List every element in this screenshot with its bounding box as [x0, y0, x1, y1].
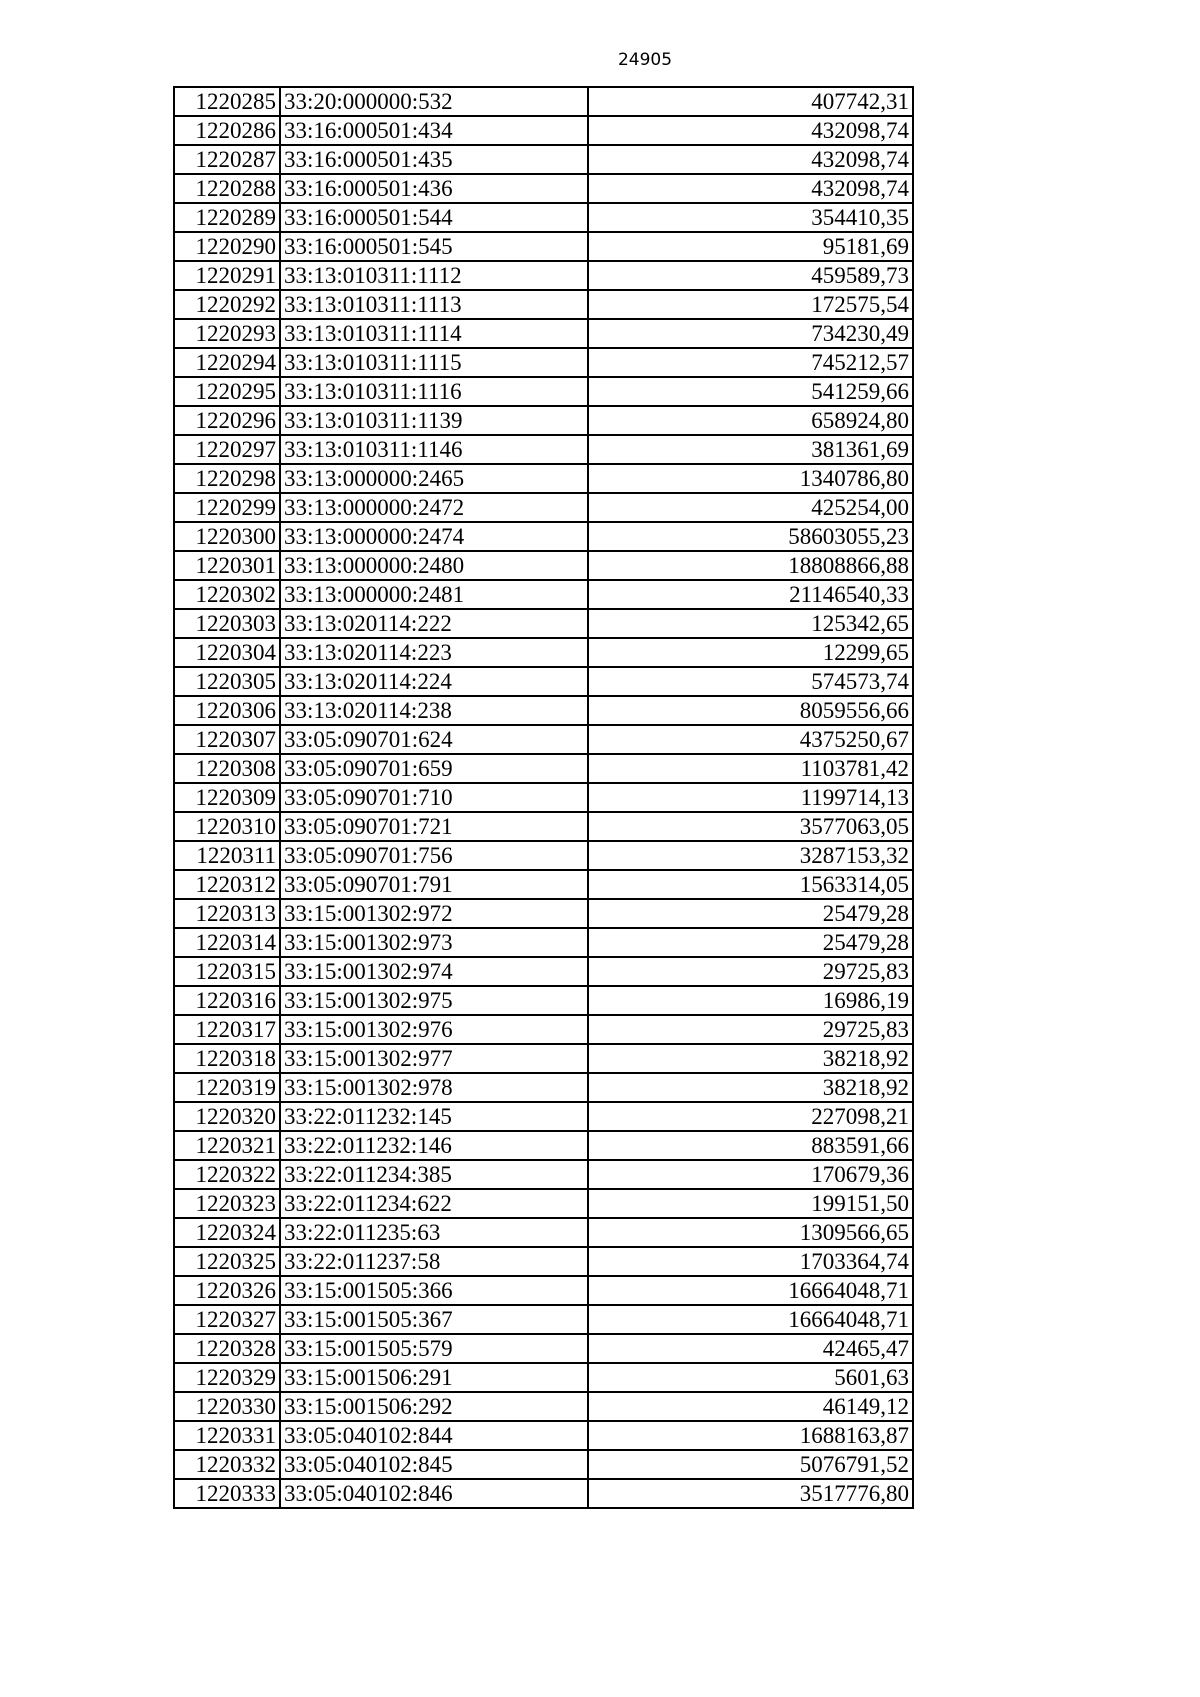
row-id-cell: 1220291 [174, 261, 280, 290]
value-cell: 1309566,65 [588, 1218, 913, 1247]
row-id-cell: 1220327 [174, 1305, 280, 1334]
table-row [174, 1305, 913, 1334]
cadastral-number-cell: 33:16:000501:436 [280, 174, 588, 203]
cadastral-number-cell: 33:13:020114:222 [280, 609, 588, 638]
row-id-cell: 1220285 [174, 87, 280, 116]
cadastral-number-cell: 33:15:001506:292 [280, 1392, 588, 1421]
value-cell: 745212,57 [588, 348, 913, 377]
value-cell: 1340786,80 [588, 464, 913, 493]
table-row [174, 1218, 913, 1247]
value-cell: 29725,83 [588, 1015, 913, 1044]
row-id-cell: 1220328 [174, 1334, 280, 1363]
row-id-cell: 1220301 [174, 551, 280, 580]
value-cell: 425254,00 [588, 493, 913, 522]
cadastral-number-cell: 33:15:001302:972 [280, 899, 588, 928]
cadastral-number-cell: 33:22:011234:622 [280, 1189, 588, 1218]
cadastral-number-cell: 33:13:010311:1115 [280, 348, 588, 377]
table-row [174, 696, 913, 725]
table-row [174, 899, 913, 928]
table-row [174, 580, 913, 609]
value-cell: 883591,66 [588, 1131, 913, 1160]
cadastral-number-cell: 33:13:010311:1116 [280, 377, 588, 406]
value-cell: 574573,74 [588, 667, 913, 696]
table-row [174, 783, 913, 812]
cadastral-number-cell: 33:13:010311:1113 [280, 290, 588, 319]
cadastral-number-cell: 33:15:001302:977 [280, 1044, 588, 1073]
value-cell: 38218,92 [588, 1073, 913, 1102]
table-row [174, 1160, 913, 1189]
cadastral-number-cell: 33:22:011232:145 [280, 1102, 588, 1131]
value-cell: 95181,69 [588, 232, 913, 261]
cadastral-number-cell: 33:15:001505:366 [280, 1276, 588, 1305]
table-row [174, 754, 913, 783]
table-row [174, 1392, 913, 1421]
cadastral-number-cell: 33:15:001506:291 [280, 1363, 588, 1392]
cadastral-number-cell: 33:05:040102:844 [280, 1421, 588, 1450]
value-cell: 42465,47 [588, 1334, 913, 1363]
value-cell: 432098,74 [588, 145, 913, 174]
value-cell: 21146540,33 [588, 580, 913, 609]
table-row [174, 290, 913, 319]
table-row [174, 174, 913, 203]
table-row [174, 1421, 913, 1450]
value-cell: 407742,31 [588, 87, 913, 116]
cadastral-number-cell: 33:13:010311:1146 [280, 435, 588, 464]
table-body [174, 87, 913, 1508]
cadastral-number-cell: 33:13:010311:1114 [280, 319, 588, 348]
row-id-cell: 1220322 [174, 1160, 280, 1189]
row-id-cell: 1220316 [174, 986, 280, 1015]
row-id-cell: 1220292 [174, 290, 280, 319]
row-id-cell: 1220305 [174, 667, 280, 696]
row-id-cell: 1220290 [174, 232, 280, 261]
row-id-cell: 1220325 [174, 1247, 280, 1276]
row-id-cell: 1220311 [174, 841, 280, 870]
table-row [174, 232, 913, 261]
table-row [174, 1479, 913, 1508]
cadastral-number-cell: 33:05:090701:624 [280, 725, 588, 754]
row-id-cell: 1220324 [174, 1218, 280, 1247]
cadastral-number-cell: 33:20:000000:532 [280, 87, 588, 116]
cadastral-number-cell: 33:05:040102:846 [280, 1479, 588, 1508]
cadastral-number-cell: 33:13:000000:2481 [280, 580, 588, 609]
row-id-cell: 1220297 [174, 435, 280, 464]
table-row [174, 1334, 913, 1363]
cadastral-number-cell: 33:16:000501:434 [280, 116, 588, 145]
cadastral-number-cell: 33:13:000000:2465 [280, 464, 588, 493]
row-id-cell: 1220288 [174, 174, 280, 203]
table-row [174, 464, 913, 493]
row-id-cell: 1220323 [174, 1189, 280, 1218]
value-cell: 3577063,05 [588, 812, 913, 841]
table-row [174, 1276, 913, 1305]
table-row [174, 1015, 913, 1044]
value-cell: 170679,36 [588, 1160, 913, 1189]
value-cell: 16664048,71 [588, 1276, 913, 1305]
value-cell: 432098,74 [588, 116, 913, 145]
value-cell: 16664048,71 [588, 1305, 913, 1334]
table-row [174, 1189, 913, 1218]
row-id-cell: 1220321 [174, 1131, 280, 1160]
cadastral-number-cell: 33:15:001302:978 [280, 1073, 588, 1102]
row-id-cell: 1220315 [174, 957, 280, 986]
row-id-cell: 1220298 [174, 464, 280, 493]
cadastral-number-cell: 33:05:090701:791 [280, 870, 588, 899]
table-row [174, 638, 913, 667]
cadastral-number-cell: 33:15:001505:367 [280, 1305, 588, 1334]
value-cell: 3287153,32 [588, 841, 913, 870]
cadastral-number-cell: 33:13:020114:223 [280, 638, 588, 667]
row-id-cell: 1220289 [174, 203, 280, 232]
table-row [174, 87, 913, 116]
cadastral-number-cell: 33:15:001302:974 [280, 957, 588, 986]
value-cell: 354410,35 [588, 203, 913, 232]
table-row [174, 1247, 913, 1276]
value-cell: 432098,74 [588, 174, 913, 203]
table-row [174, 725, 913, 754]
row-id-cell: 1220332 [174, 1450, 280, 1479]
value-cell: 12299,65 [588, 638, 913, 667]
table-row [174, 1044, 913, 1073]
table-row [174, 1073, 913, 1102]
cadastral-number-cell: 33:15:001302:973 [280, 928, 588, 957]
cadastral-number-cell: 33:22:011232:146 [280, 1131, 588, 1160]
cadastral-number-cell: 33:05:090701:721 [280, 812, 588, 841]
row-id-cell: 1220333 [174, 1479, 280, 1508]
table-row [174, 1363, 913, 1392]
row-id-cell: 1220330 [174, 1392, 280, 1421]
row-id-cell: 1220302 [174, 580, 280, 609]
value-cell: 734230,49 [588, 319, 913, 348]
value-cell: 1563314,05 [588, 870, 913, 899]
cadastral-number-cell: 33:22:011235:63 [280, 1218, 588, 1247]
table-row [174, 870, 913, 899]
value-cell: 46149,12 [588, 1392, 913, 1421]
row-id-cell: 1220314 [174, 928, 280, 957]
cadastral-number-cell: 33:13:000000:2480 [280, 551, 588, 580]
cadastral-number-cell: 33:15:001302:975 [280, 986, 588, 1015]
value-cell: 658924,80 [588, 406, 913, 435]
row-id-cell: 1220296 [174, 406, 280, 435]
cadastral-number-cell: 33:16:000501:545 [280, 232, 588, 261]
table-row [174, 841, 913, 870]
table-row [174, 1131, 913, 1160]
row-id-cell: 1220308 [174, 754, 280, 783]
value-cell: 8059556,66 [588, 696, 913, 725]
value-cell: 5601,63 [588, 1363, 913, 1392]
cadastral-number-cell: 33:15:001302:976 [280, 1015, 588, 1044]
row-id-cell: 1220312 [174, 870, 280, 899]
cadastral-number-cell: 33:13:000000:2472 [280, 493, 588, 522]
cadastral-number-cell: 33:22:011234:385 [280, 1160, 588, 1189]
cadastral-number-cell: 33:05:090701:756 [280, 841, 588, 870]
cadastral-number-cell: 33:05:090701:659 [280, 754, 588, 783]
table-row [174, 406, 913, 435]
row-id-cell: 1220320 [174, 1102, 280, 1131]
value-cell: 25479,28 [588, 928, 913, 957]
row-id-cell: 1220307 [174, 725, 280, 754]
table-row [174, 522, 913, 551]
value-cell: 172575,54 [588, 290, 913, 319]
table-row [174, 986, 913, 1015]
cadastral-number-cell: 33:13:010311:1139 [280, 406, 588, 435]
cadastral-number-cell: 33:16:000501:435 [280, 145, 588, 174]
row-id-cell: 1220310 [174, 812, 280, 841]
cadastral-number-cell: 33:05:040102:845 [280, 1450, 588, 1479]
row-id-cell: 1220317 [174, 1015, 280, 1044]
table-row [174, 1102, 913, 1131]
value-cell: 541259,66 [588, 377, 913, 406]
table-row [174, 812, 913, 841]
row-id-cell: 1220309 [174, 783, 280, 812]
row-id-cell: 1220319 [174, 1073, 280, 1102]
row-id-cell: 1220295 [174, 377, 280, 406]
value-cell: 16986,19 [588, 986, 913, 1015]
data-table [173, 86, 914, 1509]
row-id-cell: 1220293 [174, 319, 280, 348]
row-id-cell: 1220304 [174, 638, 280, 667]
table-row [174, 116, 913, 145]
table-row [174, 493, 913, 522]
value-cell: 18808866,88 [588, 551, 913, 580]
value-cell: 25479,28 [588, 899, 913, 928]
value-cell: 58603055,23 [588, 522, 913, 551]
row-id-cell: 1220318 [174, 1044, 280, 1073]
value-cell: 5076791,52 [588, 1450, 913, 1479]
row-id-cell: 1220287 [174, 145, 280, 174]
value-cell: 125342,65 [588, 609, 913, 638]
value-cell: 459589,73 [588, 261, 913, 290]
table-row [174, 928, 913, 957]
table-row [174, 667, 913, 696]
row-id-cell: 1220313 [174, 899, 280, 928]
table-row [174, 377, 913, 406]
cadastral-number-cell: 33:22:011237:58 [280, 1247, 588, 1276]
table-row [174, 435, 913, 464]
cadastral-number-cell: 33:13:020114:224 [280, 667, 588, 696]
table-row [174, 957, 913, 986]
row-id-cell: 1220303 [174, 609, 280, 638]
table-row [174, 1450, 913, 1479]
row-id-cell: 1220300 [174, 522, 280, 551]
row-id-cell: 1220306 [174, 696, 280, 725]
value-cell: 199151,50 [588, 1189, 913, 1218]
table-row [174, 551, 913, 580]
row-id-cell: 1220331 [174, 1421, 280, 1450]
value-cell: 29725,83 [588, 957, 913, 986]
table-row [174, 261, 913, 290]
row-id-cell: 1220326 [174, 1276, 280, 1305]
row-id-cell: 1220294 [174, 348, 280, 377]
value-cell: 4375250,67 [588, 725, 913, 754]
table-row [174, 609, 913, 638]
cadastral-number-cell: 33:16:000501:544 [280, 203, 588, 232]
cadastral-number-cell: 33:13:000000:2474 [280, 522, 588, 551]
value-cell: 3517776,80 [588, 1479, 913, 1508]
cadastral-number-cell: 33:15:001505:579 [280, 1334, 588, 1363]
table-row [174, 348, 913, 377]
value-cell: 1199714,13 [588, 783, 913, 812]
row-id-cell: 1220299 [174, 493, 280, 522]
value-cell: 38218,92 [588, 1044, 913, 1073]
cadastral-number-cell: 33:05:090701:710 [280, 783, 588, 812]
cadastral-number-cell: 33:13:020114:238 [280, 696, 588, 725]
table-row [174, 145, 913, 174]
table-row [174, 203, 913, 232]
value-cell: 1103781,42 [588, 754, 913, 783]
page-number: 24905 [617, 50, 673, 70]
row-id-cell: 1220329 [174, 1363, 280, 1392]
value-cell: 1703364,74 [588, 1247, 913, 1276]
value-cell: 227098,21 [588, 1102, 913, 1131]
table-row [174, 319, 913, 348]
value-cell: 381361,69 [588, 435, 913, 464]
row-id-cell: 1220286 [174, 116, 280, 145]
value-cell: 1688163,87 [588, 1421, 913, 1450]
cadastral-number-cell: 33:13:010311:1112 [280, 261, 588, 290]
